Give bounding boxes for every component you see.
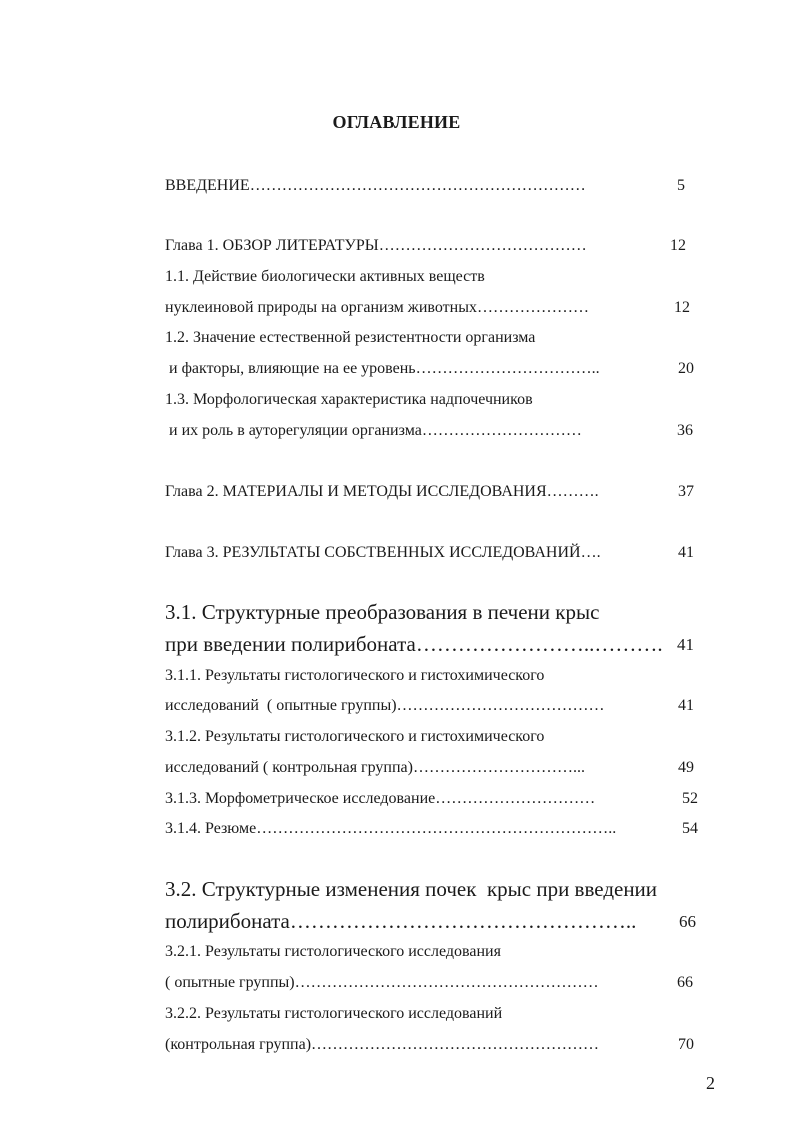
toc-entry-1-3-line-2: и их роль в ауторегуляции организма…………………………	[165, 422, 582, 439]
toc-entry-3-2-line-2: полирибоната…………………………………………..	[165, 909, 637, 933]
toc-entry-chapter-3: Глава 3. РЕЗУЛЬТАТЫ СОБСТВЕННЫХ ИССЛЕДОВАНИЙ….	[165, 544, 601, 561]
toc-page-3-2-1: 66	[677, 974, 693, 991]
toc-entry-intro: ВВЕДЕНИЕ………………………………………………………	[165, 177, 586, 194]
toc-entry-3-1-line-2: при введении полирибоната……………………..……….	[165, 632, 663, 656]
toc-entry-3-1-2-line-2: исследований ( контрольная группа)…………………………...	[165, 759, 585, 776]
toc-page-3-2: 66	[679, 912, 696, 931]
toc-page-1-2: 20	[678, 360, 694, 377]
toc-entry-1-1-line-2: нуклеиновой природы на организм животных…………………	[165, 299, 589, 316]
toc-entry-3-2-2-line-2: (контрольная группа)………………………………………………	[165, 1036, 600, 1053]
toc-entry-3-1-4: 3.1.4. Резюме…………………………………………………………..	[165, 820, 617, 837]
toc-entry-chapter-2: Глава 2. МАТЕРИАЛЫ И МЕТОДЫ ИССЛЕДОВАНИЯ……….	[165, 483, 599, 500]
toc-entry-1-3-line-1: 1.3. Морфологическая характеристика надпочечников	[165, 391, 533, 408]
toc-page-3-1-3: 52	[682, 790, 698, 807]
page-title: ОГЛАВЛЕНИЕ	[332, 112, 461, 132]
toc-entry-3-1-3: 3.1.3. Морфометрическое исследование…………………………	[165, 790, 596, 807]
toc-entry-3-2-1-line-1: 3.2.1. Результаты гистологического исследования	[165, 943, 501, 960]
toc-page-chapter-3: 41	[678, 544, 694, 561]
toc-entry-chapter-1: Глава 1. ОБЗОР ЛИТЕРАТУРЫ…………………………………	[165, 237, 587, 254]
toc-page-3-1: 41	[677, 635, 694, 654]
toc-entry-3-2-1-line-2: ( опытные группы)…………………………………………………	[165, 974, 599, 991]
toc-page-chapter-2: 37	[678, 483, 694, 500]
toc-entry-3-1-1-line-2: исследований ( опытные группы)…………………………………	[165, 697, 605, 714]
page-number: 2	[706, 1073, 715, 1093]
toc-page-intro: 5	[677, 177, 685, 194]
toc-entry-3-2-2-line-1: 3.2.2. Результаты гистологического исследований	[165, 1005, 503, 1022]
toc-page-3-1-2: 49	[678, 759, 694, 776]
toc-entry-3-1-1-line-1: 3.1.1. Результаты гистологического и гистохимического	[165, 667, 545, 684]
toc-entry-3-2-line-1: 3.2. Структурные изменения почек крыс при введении	[165, 877, 658, 901]
toc-entry-1-1-line-1: 1.1. Действие биологически активных веществ	[165, 268, 485, 285]
toc-page-3-2-2: 70	[678, 1036, 694, 1053]
toc-page-1-1: 12	[674, 299, 690, 316]
toc-entry-1-2-line-2: и факторы, влияющие на ее уровень……………………………..	[165, 360, 600, 377]
toc-page-1-3: 36	[677, 422, 693, 439]
toc-entry-1-2-line-1: 1.2. Значение естественной резистентности организма	[165, 329, 536, 346]
toc-page-3-1-4: 54	[682, 820, 698, 837]
toc-entry-3-1-line-1: 3.1. Структурные преобразования в печени крыс	[165, 600, 600, 624]
toc-page-3-1-1: 41	[678, 697, 694, 714]
toc-entry-3-1-2-line-1: 3.1.2. Результаты гистологического и гистохимического	[165, 728, 545, 745]
toc-page-chapter-1: 12	[670, 237, 686, 254]
